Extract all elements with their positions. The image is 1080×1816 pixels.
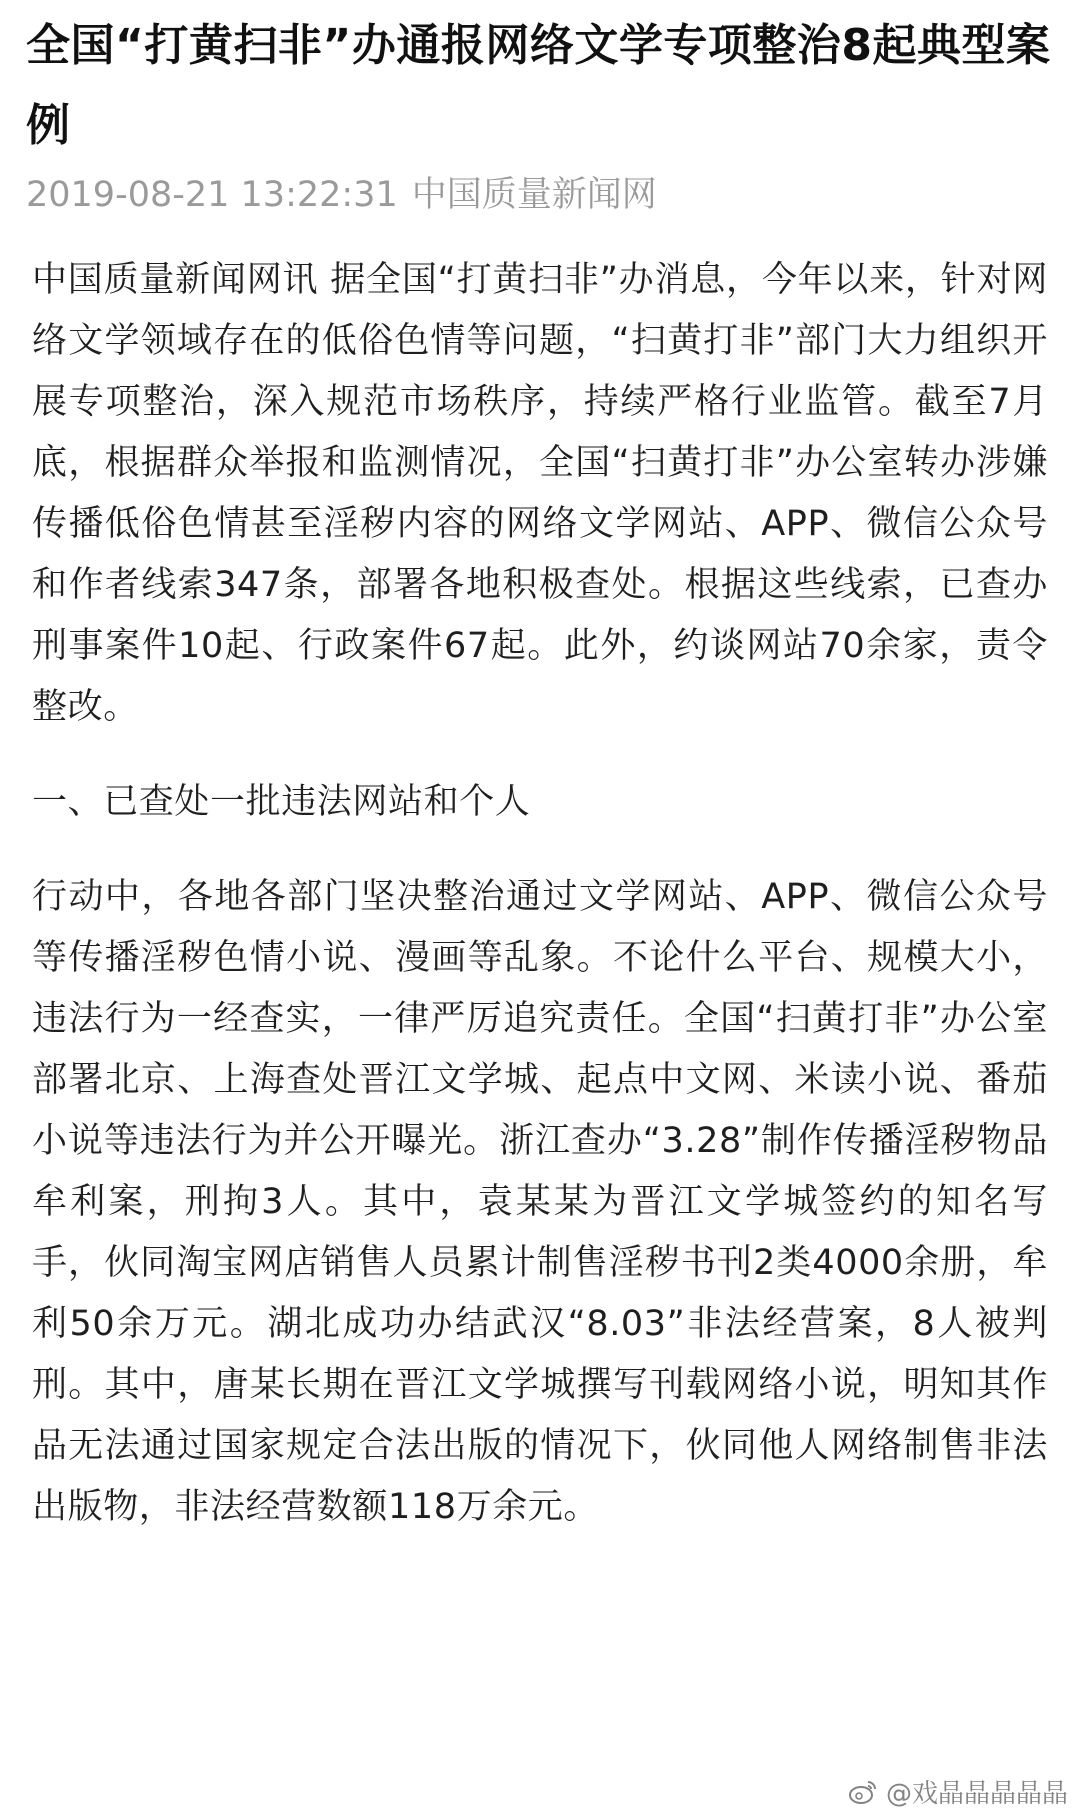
watermark — [848, 1773, 1068, 1810]
paragraph-cases: 行动中，各地各部门坚决整治通过文学网站、APP、微信公众号等传播淫秽色情小说、漫画等乱象。不论什么平台、规模大小，违法行为一经查实，一律严厉追究责任。全国“扫黄打非”办公室部署北京、上海查处晋江文学城、起点中文网、米读小说、番茄小说等违法行为并公开曝光。浙江查办“3.28”制作传播淫秽物品牟利案，刑拘3人。其中，袁某某为晋江文学城签约的知名写手，伙同淘宝网店销售人员累计制售淫秽书刊2类4000余册，牟利50余万元。湖北成功办结武汉“8.03”非法经营案，8人被判刑。其中，唐某长期在晋江文学城撰写刊载网络小说，明知其作品无法通过国家规定合法出版的情况下，伙同他人网络制售非法出版物，非法经营数额118万余元。 — [32, 877, 1048, 1527]
article-meta — [26, 170, 1054, 220]
article-body — [26, 250, 1054, 1538]
weibo-icon — [848, 1779, 878, 1805]
section-heading: 一、已查处一批违法网站和个人 — [32, 782, 531, 822]
article-title: 全国“打黄扫非”办通报网络文学专项整治8起典型案例 — [26, 20, 1051, 151]
article-source: 中国质量新闻网 — [411, 175, 657, 215]
publish-date: 2019-08-21 13:22:31 — [26, 175, 398, 215]
watermark-text: @戏晶晶晶晶晶 — [885, 1779, 1068, 1809]
paragraph-intro: 中国质量新闻网讯 据全国“打黄扫非”办消息，今年以来，针对网络文学领域存在的低俗色情等问题，“扫黄打非”部门大力组织开展专项整治，深入规范市场秩序，持续严格行业监管。截至7月底，根据群众举报和监测情况，全国“扫黄打非”办公室转办涉嫌传播低俗色情甚至淫秽内容的网络文学网站、APP、微信公众号和作者线索347条，部署各地积极查处。根据这些线索，已查办刑事案件10起、行政案件67起。此外，约谈网站70余家，责令整改。 — [32, 260, 1048, 727]
